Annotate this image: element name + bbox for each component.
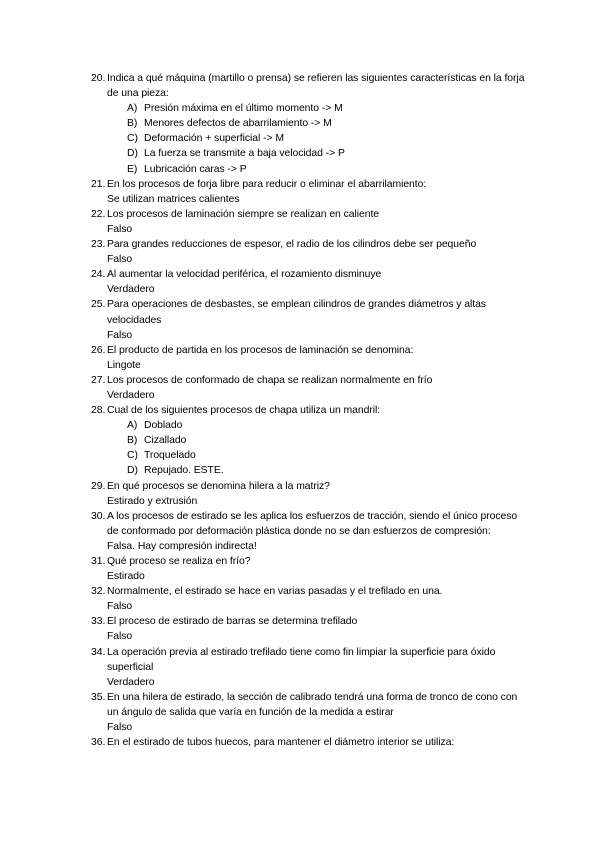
answer-text: Verdadero [107, 389, 155, 401]
question-number: 27. [91, 374, 106, 386]
question-number: 21. [91, 178, 106, 190]
options-list [91, 101, 531, 176]
question-block [91, 71, 531, 177]
option-item [127, 418, 531, 433]
option-letter: A) [127, 103, 138, 115]
question-number: 24. [91, 269, 106, 281]
question-number: 26. [91, 344, 106, 356]
question-block [91, 690, 531, 735]
question-number: 30. [91, 510, 106, 522]
question-text: 36. En el estirado de tubos huecos, para mantener el diámetro interior se utiliza: [91, 735, 531, 750]
option-letter: B) [127, 435, 138, 447]
option-item [127, 433, 531, 448]
question-block [91, 645, 531, 690]
question-text: 32. Normalmente, el estirado se hace en varias pasadas y el trefilado en una. [91, 584, 531, 599]
option-text: Repujado. ESTE. [144, 465, 224, 477]
question-block [91, 177, 531, 207]
option-item [127, 131, 531, 146]
option-letter: B) [127, 118, 138, 130]
option-item [127, 116, 531, 131]
question-text: 24. Al aumentar la velocidad periférica, el rozamiento disminuye [91, 267, 531, 282]
option-item [127, 448, 531, 463]
question-number: 33. [91, 616, 106, 628]
question-text: 26. El producto de partida en los procesos de laminación se denomina: [91, 343, 531, 358]
option-item [127, 101, 531, 116]
question-number: 25. [91, 299, 106, 311]
question-text: 27. Los procesos de conformado de chapa se realizan normalmente en frío [91, 373, 531, 388]
answer-text: Verdadero [107, 284, 155, 296]
answer-text: Falsa. Hay compresión indirecta! [107, 540, 257, 552]
answer-text: Falso [107, 631, 133, 643]
question-number: 34. [91, 646, 106, 658]
option-letter: A) [127, 420, 138, 432]
option-text: Cizallado [144, 435, 187, 447]
question-block [91, 479, 531, 509]
question-block [91, 267, 531, 297]
option-item [127, 146, 531, 161]
question-text: 25. Para operaciones de desbastes, se emplean cilindros de grandes diámetros y altas velocidades [91, 299, 486, 326]
question-number: 31. [91, 556, 106, 567]
option-text: Deformación + superficial -> M [144, 133, 284, 145]
question-text: 28. Cual de los siguientes procesos de chapa utiliza un mandril: [91, 403, 531, 418]
question-text: 22. Los procesos de laminación siempre se realizan en caliente [91, 207, 531, 222]
option-letter: D) [127, 465, 138, 477]
question-number: 32. [91, 586, 106, 598]
answer-text: Estirado [107, 571, 145, 583]
question-block [91, 207, 531, 237]
question-text: 29. En qué procesos se denomina hilera a la matriz? [91, 479, 531, 494]
answer-text: Verdadero [107, 676, 155, 688]
question-number: 23. [91, 239, 106, 251]
answer-text: Falso [107, 254, 133, 266]
option-item [127, 162, 531, 177]
question-number: 29. [91, 480, 106, 492]
question-text: 34. La operación previa al estirado trefilado tiene como fin limpiar la superficie para óxido superficial [91, 646, 496, 673]
answer-text: Lingote [107, 359, 141, 371]
answer-text: Se utilizan matrices calientes [107, 193, 240, 205]
option-text: Menores defectos de abarrilamiento -> M [144, 118, 332, 130]
question-number: 36. [91, 737, 106, 749]
question-text: 20. Indica a qué máquina (martillo o prensa) se refieren las siguientes características en la forja de una pieza: [91, 73, 525, 100]
option-text: Presión máxima en el último momento -> M [144, 103, 343, 115]
question-text: 30. A los procesos de estirado se les aplica los esfuerzos de tracción, siendo el único proceso de conformado por deformación plástica donde no se dan esfuerzos de compresión: [91, 510, 518, 537]
question-block [91, 343, 531, 373]
question-block [91, 614, 531, 644]
question-list [91, 71, 531, 750]
option-text: Troquelado [144, 450, 196, 462]
question-number: 22. [91, 208, 106, 220]
option-text: La fuerza se transmite a baja velocidad -> P [144, 148, 345, 160]
answer-text: Falso [107, 601, 133, 613]
question-block [91, 584, 531, 614]
option-letter: C) [127, 450, 138, 462]
question-number: 20. [91, 73, 106, 84]
question-text: 23. Para grandes reducciones de espesor, el radio de los cilindros debe ser pequeño [91, 237, 531, 252]
question-number: 28. [91, 405, 106, 417]
question-text: 31. Qué proceso se realiza en frío? [91, 554, 531, 569]
question-text: 21. En los procesos de forja libre para reducir o eliminar el abarrilamiento: [91, 177, 531, 192]
question-text: 35. En una hilera de estirado, la sección de calibrado tendrá una forma de tronco de cono con un ángulo de salida que varía en función de la medida a estirar [91, 691, 518, 718]
option-text: Lubricación caras -> P [144, 163, 247, 175]
question-block [91, 554, 531, 584]
answer-text: Falso [107, 223, 133, 235]
question-block [91, 237, 531, 267]
option-letter: E) [127, 163, 138, 175]
answer-text: Falso [107, 329, 133, 341]
question-block [91, 373, 531, 403]
option-text: Doblado [144, 420, 183, 432]
question-block [91, 509, 531, 554]
answer-text: Estirado y extrusión [107, 495, 198, 507]
answer-text: Falso [107, 722, 133, 734]
options-list [91, 418, 531, 478]
question-block [91, 297, 531, 342]
question-block [91, 735, 531, 750]
option-letter: C) [127, 133, 138, 145]
option-letter: D) [127, 148, 138, 160]
question-number: 35. [91, 691, 106, 703]
question-block [91, 403, 531, 478]
question-text: 33. El proceso de estirado de barras se determina trefilado [91, 614, 531, 629]
option-item [127, 463, 531, 478]
